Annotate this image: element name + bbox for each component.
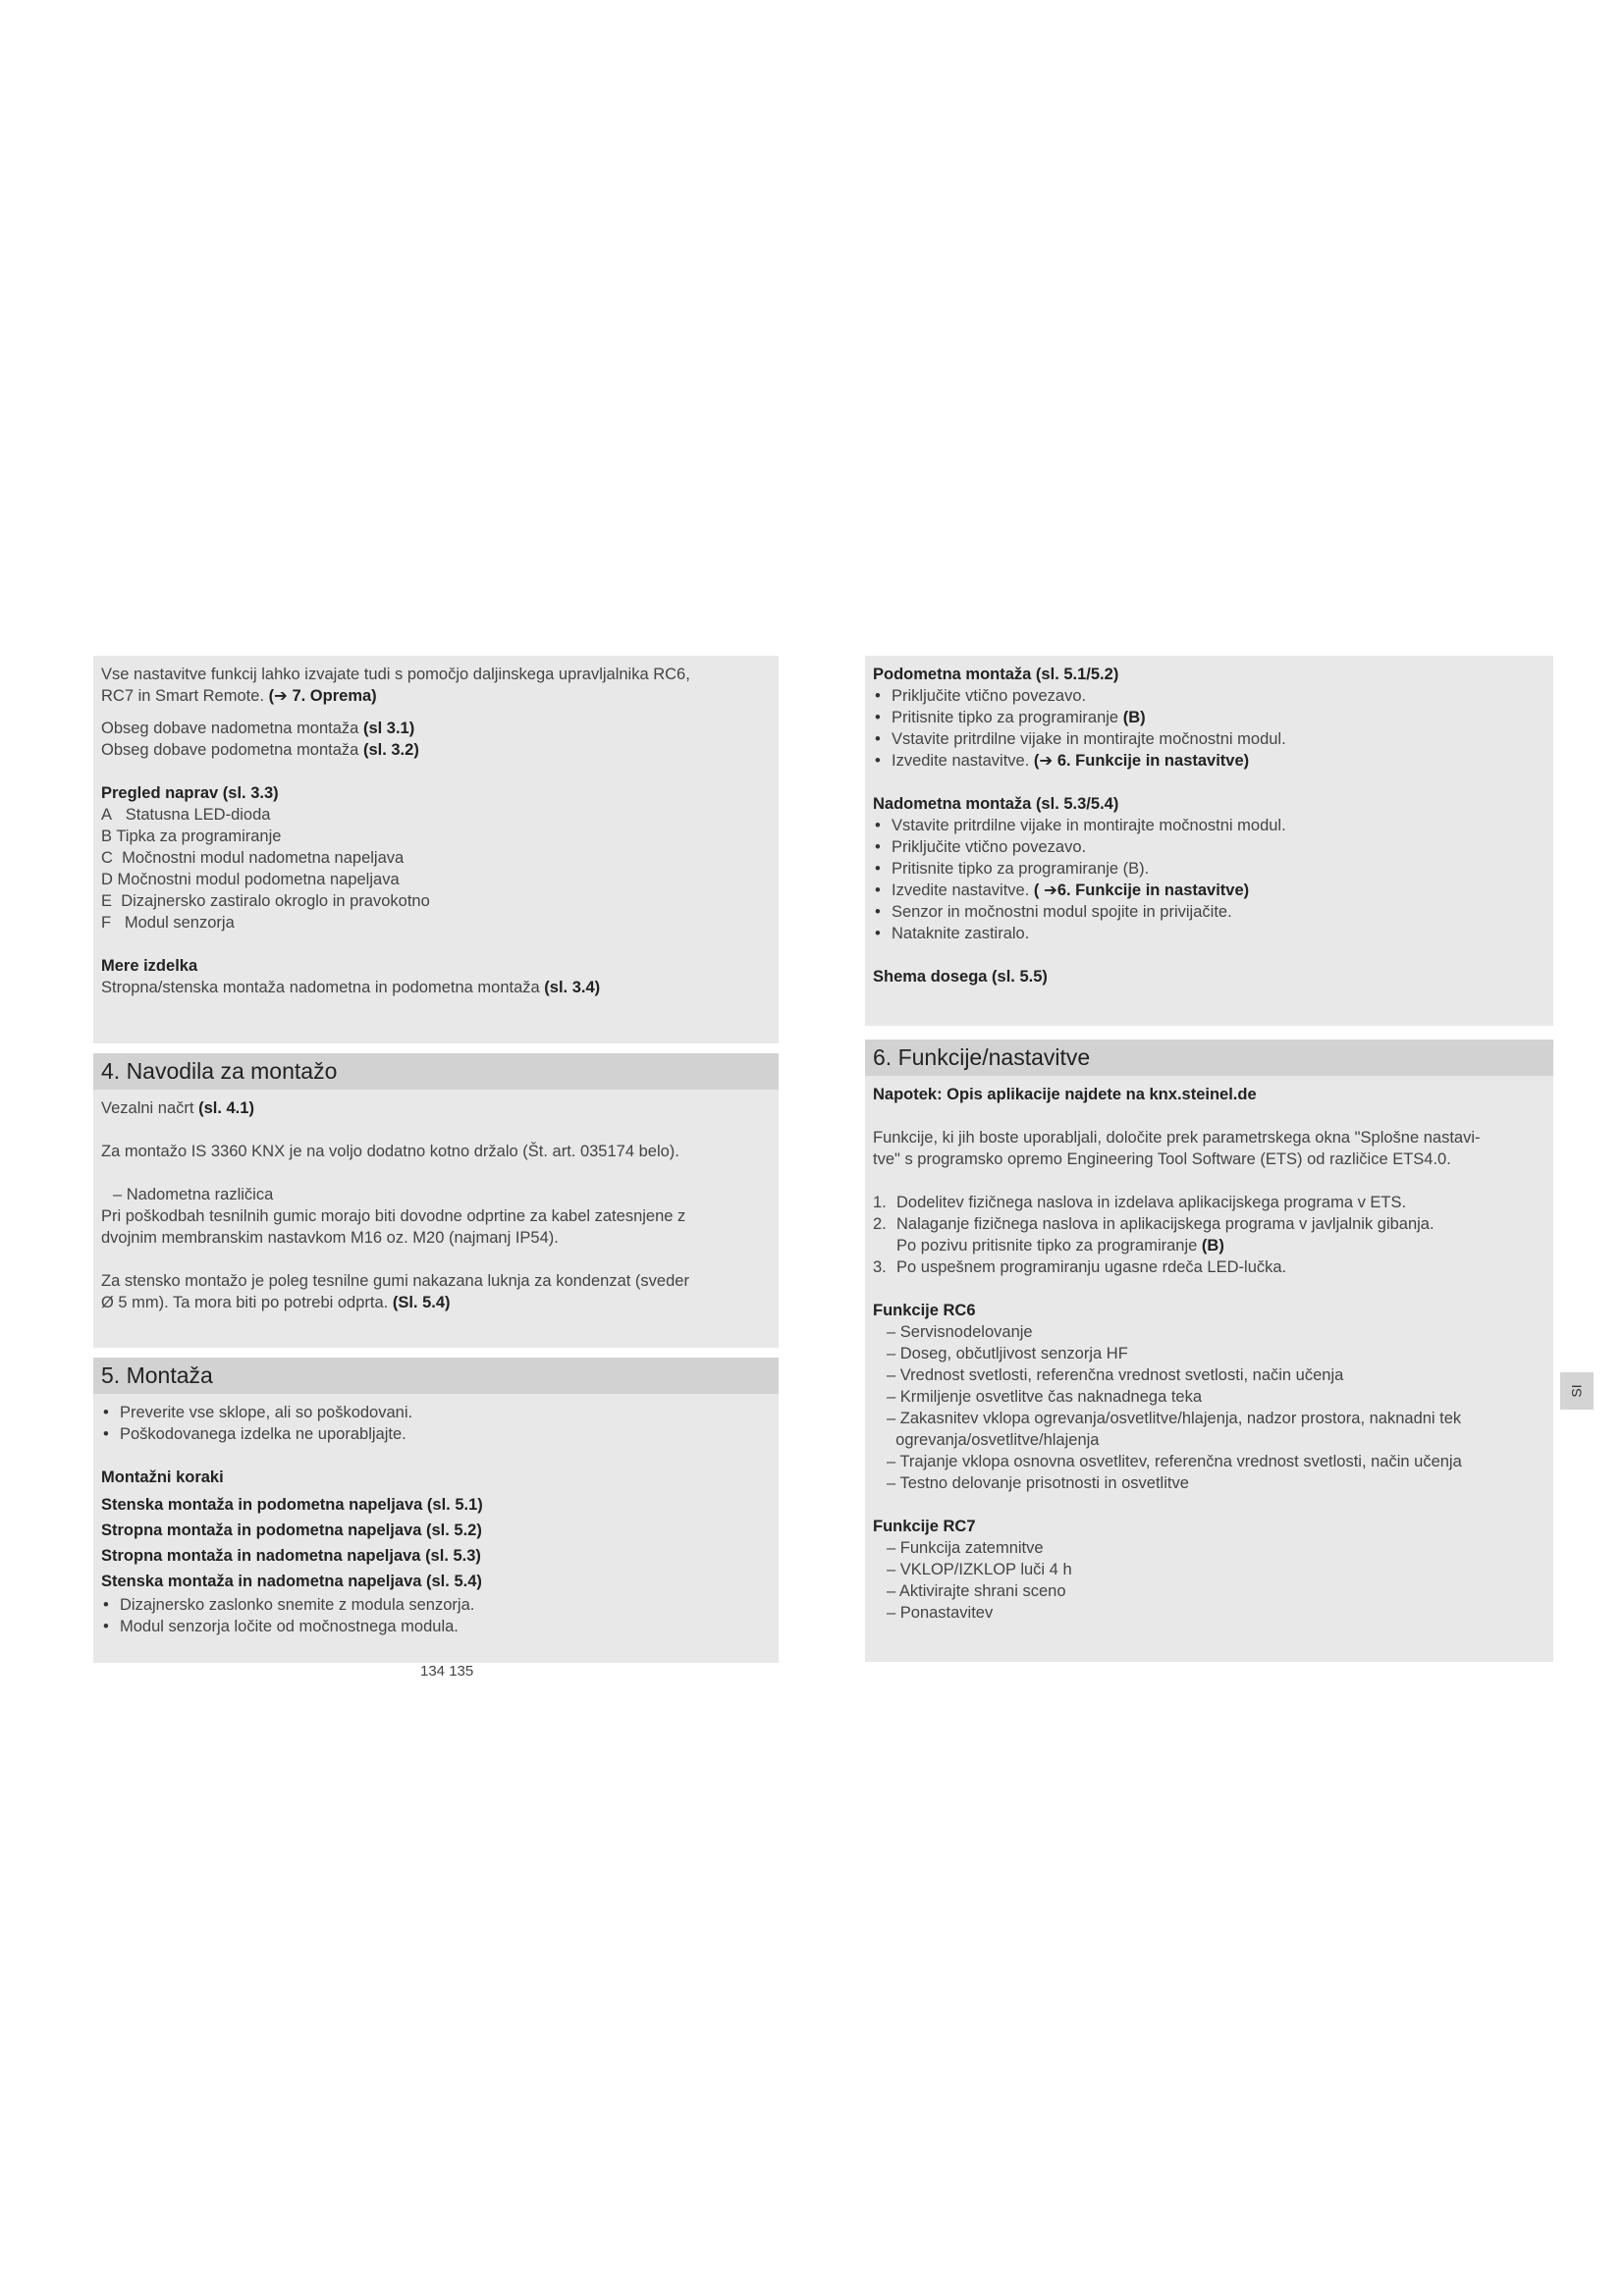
section-6-heading: 6. Funkcije/nastavitve bbox=[865, 1040, 1553, 1076]
measures-title: Mere izdelka bbox=[101, 957, 198, 975]
numbered-step-1 bbox=[873, 1192, 1545, 1213]
numbered-step-2-cont bbox=[873, 1235, 1545, 1256]
rc6-item-7: – Testno delovanje prisotnosti in osvetlitve bbox=[887, 1474, 1189, 1492]
rc6-item-2: – Doseg, občutljivost senzorja HF bbox=[887, 1345, 1128, 1362]
scope-surface-text: Obseg dobave nadometna montaža bbox=[101, 720, 359, 737]
step-b-ref: (B) bbox=[1201, 1237, 1224, 1255]
rc6-title: Funkcije RC6 bbox=[873, 1302, 976, 1319]
language-tab-label: SI bbox=[1568, 1384, 1585, 1398]
scope-flush bbox=[101, 739, 771, 761]
right-mounting-panel bbox=[865, 656, 1553, 1026]
flush-bullet-4 bbox=[873, 750, 1545, 772]
scope-flush-ref: (sl. 3.2) bbox=[362, 741, 419, 759]
overview-item-e bbox=[101, 890, 771, 912]
overview-item-a bbox=[101, 804, 771, 826]
section-5-panel bbox=[93, 1394, 779, 1663]
intro-ref: (➔ 7. Oprema) bbox=[268, 687, 377, 705]
rc6-item-5: – Zakasnitev vklopa ogrevanja/osvetlitve/hlajenja, nadzor prostora, naknadni tek bbox=[887, 1410, 1462, 1427]
flush-bullet-2 bbox=[873, 707, 1545, 728]
intro-line-1: Vse nastavitve funkcij lahko izvajate tudi s pomočjo daljinskega upravljalnika RC6, bbox=[101, 666, 690, 683]
scope-flush-text: Obseg dobave podometna montaža bbox=[101, 741, 359, 759]
step-4: Stenska montaža in nadometna napeljava (sl. 5.4) bbox=[101, 1573, 482, 1590]
surface-settings-ref: ( ➔6. Funkcije in nastavitve) bbox=[1033, 881, 1250, 899]
app-note: Napotek: Opis aplikacije najdete na knx.steinel.de bbox=[873, 1086, 1257, 1103]
step-text: Nalaganje fizičnega naslova in aplikacijskega programa v javljalnik gibanja. bbox=[896, 1215, 1435, 1233]
language-tab bbox=[1560, 1372, 1594, 1410]
flush-bullet-text: Izvedite nastavitve. bbox=[892, 752, 1030, 770]
overview-item-b bbox=[101, 826, 771, 847]
overview-text: Modul senzorja bbox=[124, 914, 235, 932]
flush-bullet-1: • Priključite vtično povezavo. bbox=[873, 685, 1545, 707]
rc7-item-3: – Aktivirajte shrani sceno bbox=[887, 1582, 1066, 1600]
rc6-item-6: – Trajanje vklopa osnovna osvetlitev, referenčna vrednost svetlosti, način učenja bbox=[887, 1453, 1462, 1470]
overview-item-c bbox=[101, 847, 771, 869]
flush-title: Podometna montaža (sl. 5.1/5.2) bbox=[873, 666, 1119, 683]
damage-line-2: dvojnim membranskim nastavkom M16 oz. M20 (najmanj IP54). bbox=[101, 1229, 559, 1247]
measures-line bbox=[101, 977, 771, 998]
overview-item-f bbox=[101, 912, 771, 934]
wiring-text: Vezalni načrt bbox=[101, 1099, 194, 1117]
surface-bullet-3: • Pritisnite tipko za programiranje (B). bbox=[873, 858, 1545, 880]
surface-bullet-1: • Vstavite pritrdilne vijake in montirajte močnostni modul. bbox=[873, 815, 1545, 836]
flush-bullet-3: • Vstavite pritrdilne vijake in montirajte močnostni modul. bbox=[873, 728, 1545, 750]
intro-line-2: RC7 in Smart Remote. (➔ 7. Oprema) bbox=[101, 687, 377, 705]
step-bullet-1: • Dizajnersko zaslonko snemite z modula senzorja. bbox=[101, 1594, 771, 1616]
numbered-step-3 bbox=[873, 1256, 1545, 1278]
page-numbers: 134 135 bbox=[420, 1663, 474, 1680]
functions-line-2: tve" s programsko opremo Engineering Tool Software (ETS) od različice ETS4.0. bbox=[873, 1150, 1451, 1168]
step-2: Stropna montaža in podometna napeljava (sl. 5.2) bbox=[101, 1522, 482, 1539]
step-1: Stenska montaža in podometna napeljava (sl. 5.1) bbox=[101, 1496, 483, 1514]
step-text: Po uspešnem programiranju ugasne rdeča LED-lučka. bbox=[896, 1258, 1287, 1276]
scope-surface bbox=[101, 718, 771, 739]
step-bullet-2: • Modul senzorja ločite od močnostnega modula. bbox=[101, 1616, 771, 1637]
step-text: Po pozivu pritisnite tipko za programiranje bbox=[896, 1237, 1198, 1255]
rc7-title: Funkcije RC7 bbox=[873, 1518, 976, 1535]
measures-ref: (sl. 3.4) bbox=[544, 979, 601, 996]
rc6-item-4: – Krmiljenje osvetlitve čas naknadnega teka bbox=[887, 1388, 1203, 1406]
reach-title: Shema dosega (sl. 5.5) bbox=[873, 968, 1048, 986]
surface-bullet-4 bbox=[873, 880, 1545, 901]
section-4-heading: 4. Navodila za montažo bbox=[93, 1053, 779, 1090]
wiring-line bbox=[101, 1097, 771, 1119]
section-6-panel bbox=[865, 1076, 1553, 1662]
overview-letter: E bbox=[101, 892, 113, 910]
rc6-item-3: – Vrednost svetlosti, referenčna vrednost svetlosti, način učenja bbox=[887, 1366, 1344, 1384]
surface-bullet-2: • Priključite vtično povezavo. bbox=[873, 836, 1545, 858]
overview-letter: C bbox=[101, 849, 113, 867]
step-number: 2. bbox=[873, 1215, 887, 1233]
functions-line-1: Funkcije, ki jih boste uporabljali, določite prek parametrskega okna "Splošne nastavi- bbox=[873, 1129, 1481, 1147]
surface-title: Nadometna montaža (sl. 5.3/5.4) bbox=[873, 795, 1119, 813]
overview-text: Močnostni modul podometna napeljava bbox=[117, 871, 400, 888]
step-number: 1. bbox=[873, 1194, 887, 1211]
wall-text: Ø 5 mm). Ta mora biti po potrebi odprta. bbox=[101, 1294, 389, 1311]
overview-text: Tipka za programiranje bbox=[116, 828, 282, 845]
numbered-step-2 bbox=[873, 1213, 1545, 1235]
surface-bullet-text: Izvedite nastavitve. bbox=[892, 881, 1030, 899]
damage-line-1: Pri poškodbah tesnilnih gumic morajo biti dovodne odprtine za kabel zatesnjene z bbox=[101, 1207, 686, 1225]
section-5-heading: 5. Montaža bbox=[93, 1358, 779, 1394]
overview-text: Močnostni modul nadometna napeljava bbox=[122, 849, 405, 867]
check-bullet-1: • Preverite vse sklope, ali so poškodovani. bbox=[101, 1402, 771, 1423]
step-3: Stropna montaža in nadometna napeljava (sl. 5.3) bbox=[101, 1547, 481, 1565]
overview-text: Dizajnersko zastiralo okroglo in pravokotno bbox=[121, 892, 430, 910]
surface-bullet-6: • Nataknite zastiralo. bbox=[873, 923, 1545, 944]
wiring-ref: (sl. 4.1) bbox=[198, 1099, 254, 1117]
overview-text: Statusna LED-dioda bbox=[125, 806, 271, 824]
rc6-item-1: – Servisnodelovanje bbox=[887, 1323, 1033, 1341]
rc7-item-2: – VKLOP/IZKLOP luči 4 h bbox=[887, 1561, 1072, 1578]
section-4-panel bbox=[93, 1090, 779, 1348]
wall-line-1: Za stensko montažo je poleg tesnilne gumi nakazana luknja za kondenzat (sveder bbox=[101, 1272, 689, 1290]
overview-item-d bbox=[101, 869, 771, 890]
steps-title: Montažni koraki bbox=[101, 1468, 224, 1486]
overview-letter: B bbox=[101, 828, 113, 845]
overview-letter: D bbox=[101, 871, 113, 888]
step-text: Dodelitev fizičnega naslova in izdelava aplikacijskega programa v ETS. bbox=[896, 1194, 1407, 1211]
wall-ref: (Sl. 5.4) bbox=[392, 1294, 451, 1311]
overview-letter: F bbox=[101, 914, 112, 932]
flush-settings-ref: (➔ 6. Funkcije in nastavitve) bbox=[1033, 752, 1250, 770]
rc7-item-4: – Ponastavitev bbox=[887, 1604, 994, 1622]
overview-letter: A bbox=[101, 806, 113, 824]
rc7-item-1: – Funkcija zatemnitve bbox=[887, 1539, 1044, 1557]
variant-label: – Nadometna različica bbox=[113, 1186, 274, 1203]
step-number: 3. bbox=[873, 1258, 887, 1276]
scope-surface-ref: (sl 3.1) bbox=[362, 720, 415, 737]
surface-bullet-5: • Senzor in močnostni modul spojite in privijačite. bbox=[873, 901, 1545, 923]
left-intro-panel bbox=[93, 656, 779, 1043]
check-bullet-2: • Poškodovanega izdelka ne uporabljajte. bbox=[101, 1423, 771, 1445]
bracket-note: Za montažo IS 3360 KNX je na voljo dodatno kotno držalo (Št. art. 035174 belo). bbox=[101, 1143, 679, 1160]
overview-title: Pregled naprav (sl. 3.3) bbox=[101, 784, 279, 802]
measures-text: Stropna/stenska montaža nadometna in podometna montaža bbox=[101, 979, 540, 996]
flush-b-ref: (B) bbox=[1122, 709, 1146, 726]
wall-line-2 bbox=[101, 1292, 771, 1313]
rc6-item-5-cont: ogrevanja/osvetlitve/hlajenja bbox=[887, 1431, 1100, 1449]
flush-bullet-text: Pritisnite tipko za programiranje bbox=[892, 709, 1119, 726]
